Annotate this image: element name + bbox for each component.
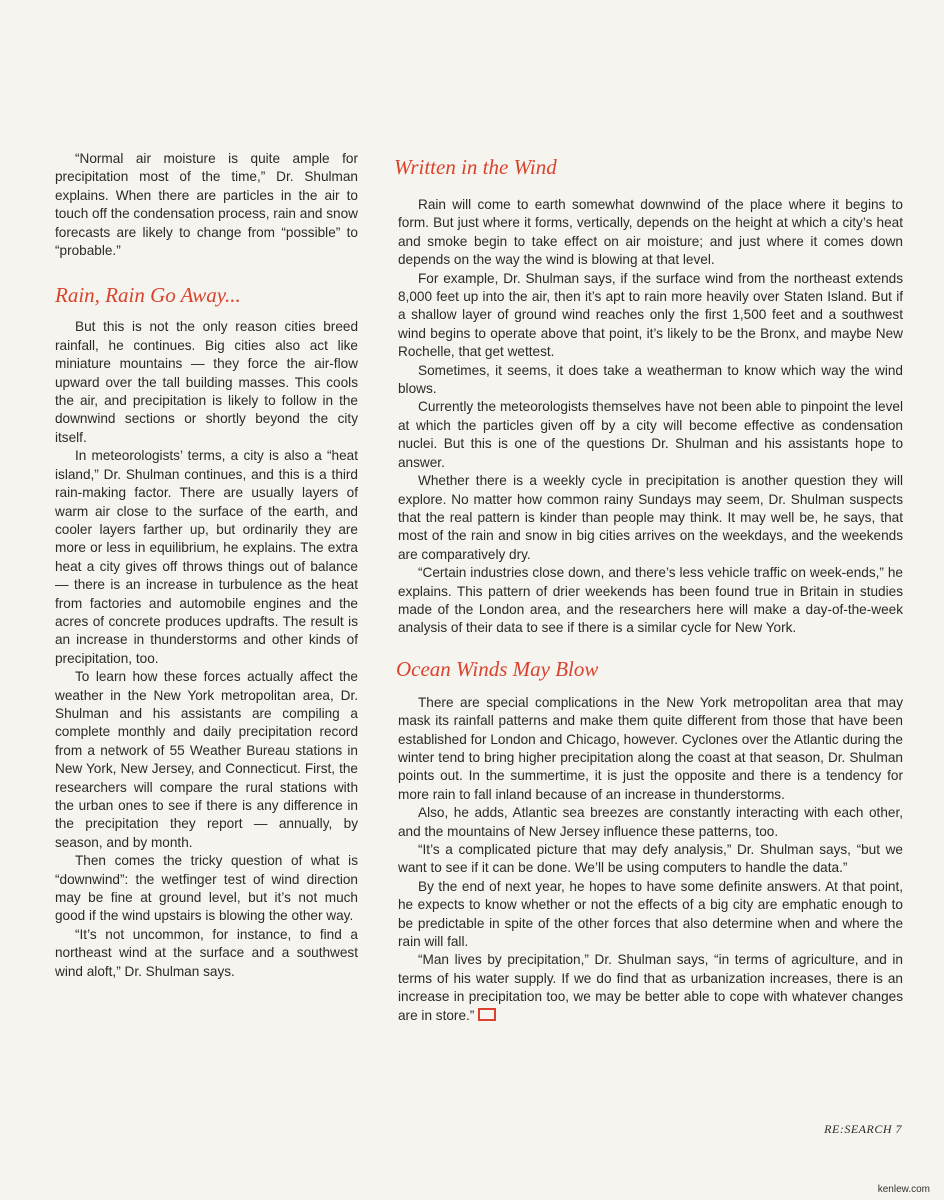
body-paragraph: By the end of next year, he hopes to have some definite answers. At that point, he expects to know whether or not the effects of a big city are emphatic enough to be predictable in spite of the other forces that also determine when and where the rain will fall. [398,878,903,950]
left-column [55,150,358,981]
body-paragraph: Then comes the tricky question of what is “downwind”: the wetfinger test of wind direction may be fine at ground level, but it’s not much good if the wind upstairs is blowing the other way. [55,853,358,924]
section-heading-written-in-wind: Written in the Wind [394,155,557,179]
section-heading-ocean-winds: Ocean Winds May Blow [396,656,599,681]
body-paragraph: Currently the meteorologists themselves have not been able to pinpoint the level at which the particles given off by a city will become effective as condensation nuclei. But this is one of the questions Dr. Shulman and his assistants hope to answer. [398,399,903,470]
body-paragraph: “It’s a complicated picture that may defy analysis,” Dr. Shulman says, “but we want to see if it can be done. We’ll be using computers to handle the data.” [398,842,903,876]
right-column [394,150,903,1025]
body-paragraph: Whether there is a weekly cycle in precipitation is another question they will explore. No matter how common rainy Sundays may seem, Dr. Shulman suspects that the real pattern is kinder than people may think. It may well be, he says, that most of the rain and snow in big cities arrives on the weekdays, and the weekends are comparatively dry. [398,473,903,562]
body-paragraph: To learn how these forces actually affect the weather in the New York metropolitan area, Dr. Shulman and his assistants are compiling a complete monthly and daily precipitation record from a network of 55 Weather Bureau stations in New York, New Jersey, and Connecticut. First, the researchers will compare the rural stations with the urban ones to see if there is any difference in the precipitation they report — annually, by season, and by month. [55,669,358,850]
final-paragraph-text: “Man lives by precipitation,” Dr. Shulman says, “in terms of agriculture, and in terms of his water supply. If we do find that as urbanization increases, there is an increase in precipitation too, we may be better able to cope with whatever changes are in store.” [398,952,903,1023]
body-paragraph: Sometimes, it seems, it does take a weatherman to know which way the wind blows. [398,362,903,397]
watermark: kenlew.com [877,1184,930,1195]
body-paragraph: Rain will come to earth somewhat downwind of the place where it begins to form. But just where it forms, vertically, depends on the height at which a city’s heat and smoke begin to take effect on air moisture; and just where it comes down depends on the way the wind is blowing at that level. [398,197,903,268]
body-paragraph: In meteorologists’ terms, a city is also a “heat island,” Dr. Shulman continues, and this is a third rain-making factor. There are usually layers of warm air close to the surface of the earth, and cooler layers farther up, but ordinarily they are more or less in equilibrium, he explains. The extra heat a city gives off throws things out of balance — there is an increase in turbulence as the heat from factories and automobile engines and the acres of concrete produces updrafts. The result is an increase in thunderstorms and other kinds of precipitation, too. [55,448,358,666]
body-paragraph: “Normal air moisture is quite ample for precipitation most of the time,” Dr. Shulman explains. When there are particles in the air to touch off the condensation process, rain and snow forecasts are likely to change from “possible” to “probable.” [55,151,358,259]
body-paragraph: For example, Dr. Shulman says, if the surface wind from the northeast extends 8,000 feet up into the air, then it’s apt to rain more heavily over Staten Island. But if a shallow layer of ground wind reaches only the first 1,500 feet and a southwest wind begins to operate above that point, it’s likely to be the Bronx, and maybe New Rochelle, that get wettest. [398,270,903,360]
final-paragraph [398,951,903,1025]
body-paragraph: “Certain industries close down, and there’s less vehicle traffic on week-ends,” he explains. This pattern of drier weekends has been found true in Britain in studies made of the London area, and the researchers here will make a day-of-the-week analysis of their data to see if there is a similar cycle for New York. [398,565,903,636]
page-folio: RE:SEARCH 7 [824,1122,902,1136]
body-paragraph: But this is not the only reason cities breed rainfall, he continues. Big cities also act like miniature mountains — they force the air-flow upward over the tall building masses. This cools the air, and precipitation is likely to follow in the downwind sections or shortly beyond the city itself. [55,319,358,445]
body-paragraph: There are special complications in the New York metropolitan area that may mask its rainfall patterns and make them quite different from those that have been established for London and Chicago, however. Cyclones over the Atlantic during the winter tend to bring higher precipitation along the coast at that season, Dr. Shulman points out. In the summertime, it is just the opposite and there is a tendency for more rain to fall inland because of an increase in thunderstorms. [398,694,903,802]
end-of-article-mark-icon [478,1008,496,1021]
body-paragraph: Also, he adds, Atlantic sea breezes are constantly interacting with each other, and the mountains of New Jersey influence these patterns, too. [398,805,903,839]
body-paragraph: “It’s not uncommon, for instance, to find a northeast wind at the surface and a southwest wind aloft,” Dr. Shulman says. [55,926,358,979]
section-heading-rain-go-away: Rain, Rain Go Away... [55,283,241,308]
